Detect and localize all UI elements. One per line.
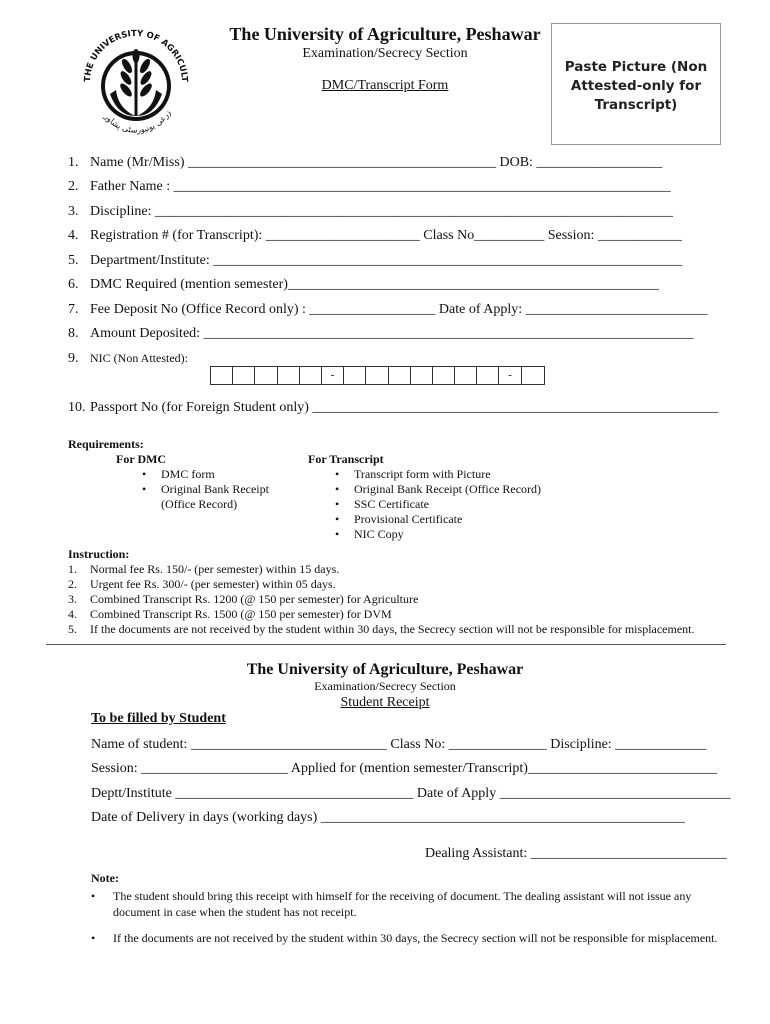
logo-text-top: THE UNIVERSITY OF AGRICULT [82,28,190,83]
instruction-item [68,607,738,622]
bullet-icon: • [335,467,340,481]
note-heading: Note: [91,871,119,885]
nic-separator: - [322,367,344,384]
field-number: 8. [68,326,79,341]
receipt-heading: Student Receipt [340,695,430,710]
field-department[interactable] [68,253,728,269]
field-number: 9. [68,351,79,366]
list-item [142,467,269,482]
field-number: 5. [68,253,79,268]
instructions [68,547,738,637]
receipt-field-delivery[interactable]: Date of Delivery in days (working days) ____________________________________________________ [91,810,685,825]
instruction-number: 3. [68,592,77,606]
instruction-item [68,592,738,607]
list-item-text: DMC form [161,467,215,481]
nic-cell[interactable] [255,367,277,384]
instruction-number: 2. [68,577,77,591]
nic-cell[interactable] [455,367,477,384]
instruction-text: Combined Transcript Rs. 1500 (@ 150 per semester) for DVM [90,607,392,621]
nic-input-boxes[interactable] [210,366,545,385]
nic-cell[interactable] [389,367,411,384]
bullet-icon: • [91,931,96,945]
form-title: DMC/Transcript Form [321,78,449,93]
nic-cell[interactable] [477,367,499,384]
instructions-heading: Instruction: [68,547,130,561]
receipt-section: Examination/Secrecy Section [314,679,456,693]
field-text: Fee Deposit No (Office Record only) : __________________ Date of Apply: __________________________ [90,302,708,317]
receipt-note [91,870,731,946]
list-item-text: Provisional Certificate [354,512,463,526]
nic-cell[interactable] [344,367,366,384]
list-item [161,497,269,512]
instruction-number: 4. [68,607,77,621]
field-nic [68,351,728,367]
nic-cell[interactable] [211,367,233,384]
logo-text-bottom: زرعی یونیورسٹی پشاور [102,108,173,135]
bullet-icon: • [335,527,340,541]
bullet-icon: • [91,889,96,903]
instruction-number: 5. [68,622,77,636]
field-father-name[interactable] [68,179,728,195]
nic-cell[interactable] [433,367,455,384]
list-item [335,482,542,497]
list-item [335,527,541,542]
nic-label: NIC (Non Attested): [90,351,188,365]
field-text: Name (Mr/Miss) ____________________________________________ DOB: __________________ [90,155,663,170]
dmc-requirements [116,452,269,512]
instruction-number: 1. [68,562,77,576]
field-name[interactable] [68,155,728,171]
list-item [335,467,541,482]
receipt-university-title: The University of Agriculture, Peshawar [246,661,524,678]
instruction-text: If the documents are not received by the student within 30 days, the Secrecy section will not be responsible for misplacement. [90,622,695,636]
nic-cell[interactable] [366,367,388,384]
list-item [335,512,541,527]
field-text: Department/Institute: ___________________________________________________________________ [90,253,683,268]
field-text: Passport No (for Foreign Student only) __________________________________________________________ [90,400,719,415]
nic-cell[interactable] [233,367,255,384]
bullet-icon: • [335,512,340,526]
field-registration[interactable] [68,228,728,244]
note-text: If the documents are not received by the student within 30 days, the Secrecy section will not be responsible for misplacement. [113,931,718,945]
list-item-text: (Office Record) [161,497,238,511]
nic-separator: - [499,367,521,384]
note-item [91,930,731,946]
field-dmc-required[interactable] [68,277,728,293]
field-number: 1. [68,155,79,170]
receipt-field-session[interactable]: Session: _____________________ Applied for (mention semester/Transcript)___________________________ [91,761,717,776]
field-text: Registration # (for Transcript): ______________________ Class No__________ Session: ____________ [90,228,682,243]
transcript-heading: For Transcript [308,452,384,466]
receipt-field-deptt[interactable]: Deptt/Institute __________________________________ Date of Apply _________________________________ [91,786,731,801]
field-text: DMC Required (mention semester)_____________________________________________________ [90,277,659,292]
field-fee-deposit[interactable] [68,302,728,318]
field-number: 3. [68,204,79,219]
field-number: 10. [68,400,86,415]
list-item-text: NIC Copy [354,527,404,541]
list-item-text: Original Bank Receipt [161,482,269,496]
nic-cell[interactable] [278,367,300,384]
field-amount-deposited[interactable] [68,326,728,342]
transcript-requirements [308,452,541,542]
list-item-text: Original Bank Receipt (Office Record) [354,482,542,496]
field-number: 6. [68,277,79,292]
instruction-text: Combined Transcript Rs. 1200 (@ 150 per semester) for Agriculture [90,592,419,606]
nic-cell[interactable] [411,367,433,384]
dmc-heading: For DMC [116,452,167,466]
note-text: The student should bring this receipt with himself for the receiving of document. The dealing assistant will not issue any document in case when the student has not receipt. [113,889,692,919]
field-number: 2. [68,179,79,194]
note-item [91,888,731,920]
requirements-heading: Requirements: [68,437,144,451]
instruction-item [68,622,738,637]
instruction-text: Urgent fee Rs. 300/- (per semester) within 05 days. [90,577,336,591]
transcript-list [335,467,542,542]
dmc-list [142,467,269,512]
bullet-icon: • [335,482,340,496]
receipt-field-name[interactable]: Name of student: ____________________________ Class No: ______________ Discipline: _____________ [91,737,707,752]
list-item [142,482,269,497]
field-number: 7. [68,302,79,317]
field-text: Amount Deposited: ______________________________________________________________________ [90,326,694,341]
university-logo [72,20,200,138]
photo-box[interactable]: Paste Picture (Non Attested-only for Transcript) [551,23,721,145]
instruction-text: Normal fee Rs. 150/- (per semester) within 15 days. [90,562,340,576]
list-item-text: SSC Certificate [354,497,429,511]
instruction-item [68,562,738,577]
field-number: 4. [68,228,79,243]
list-item [335,497,541,512]
section-subtitle: Examination/Secrecy Section [302,46,468,61]
field-text: Discipline: __________________________________________________________________________ [90,204,673,219]
list-item-text: Transcript form with Picture [354,467,491,481]
university-title: The University of Agriculture, Peshawar [229,24,541,44]
dealing-assistant-field[interactable]: Dealing Assistant: ____________________________ [425,846,727,861]
instruction-item [68,577,738,592]
bullet-icon: • [142,482,147,496]
field-discipline[interactable] [68,204,728,220]
field-passport[interactable] [68,400,728,416]
fill-by-student-label: To be filled by Student [91,711,226,726]
cut-line-divider [46,644,726,645]
bullet-icon: • [335,497,340,511]
bullet-icon: • [142,467,147,481]
nic-cell[interactable] [300,367,322,384]
field-text: Father Name : _______________________________________________________________________ [90,179,671,194]
nic-cell[interactable] [522,367,544,384]
